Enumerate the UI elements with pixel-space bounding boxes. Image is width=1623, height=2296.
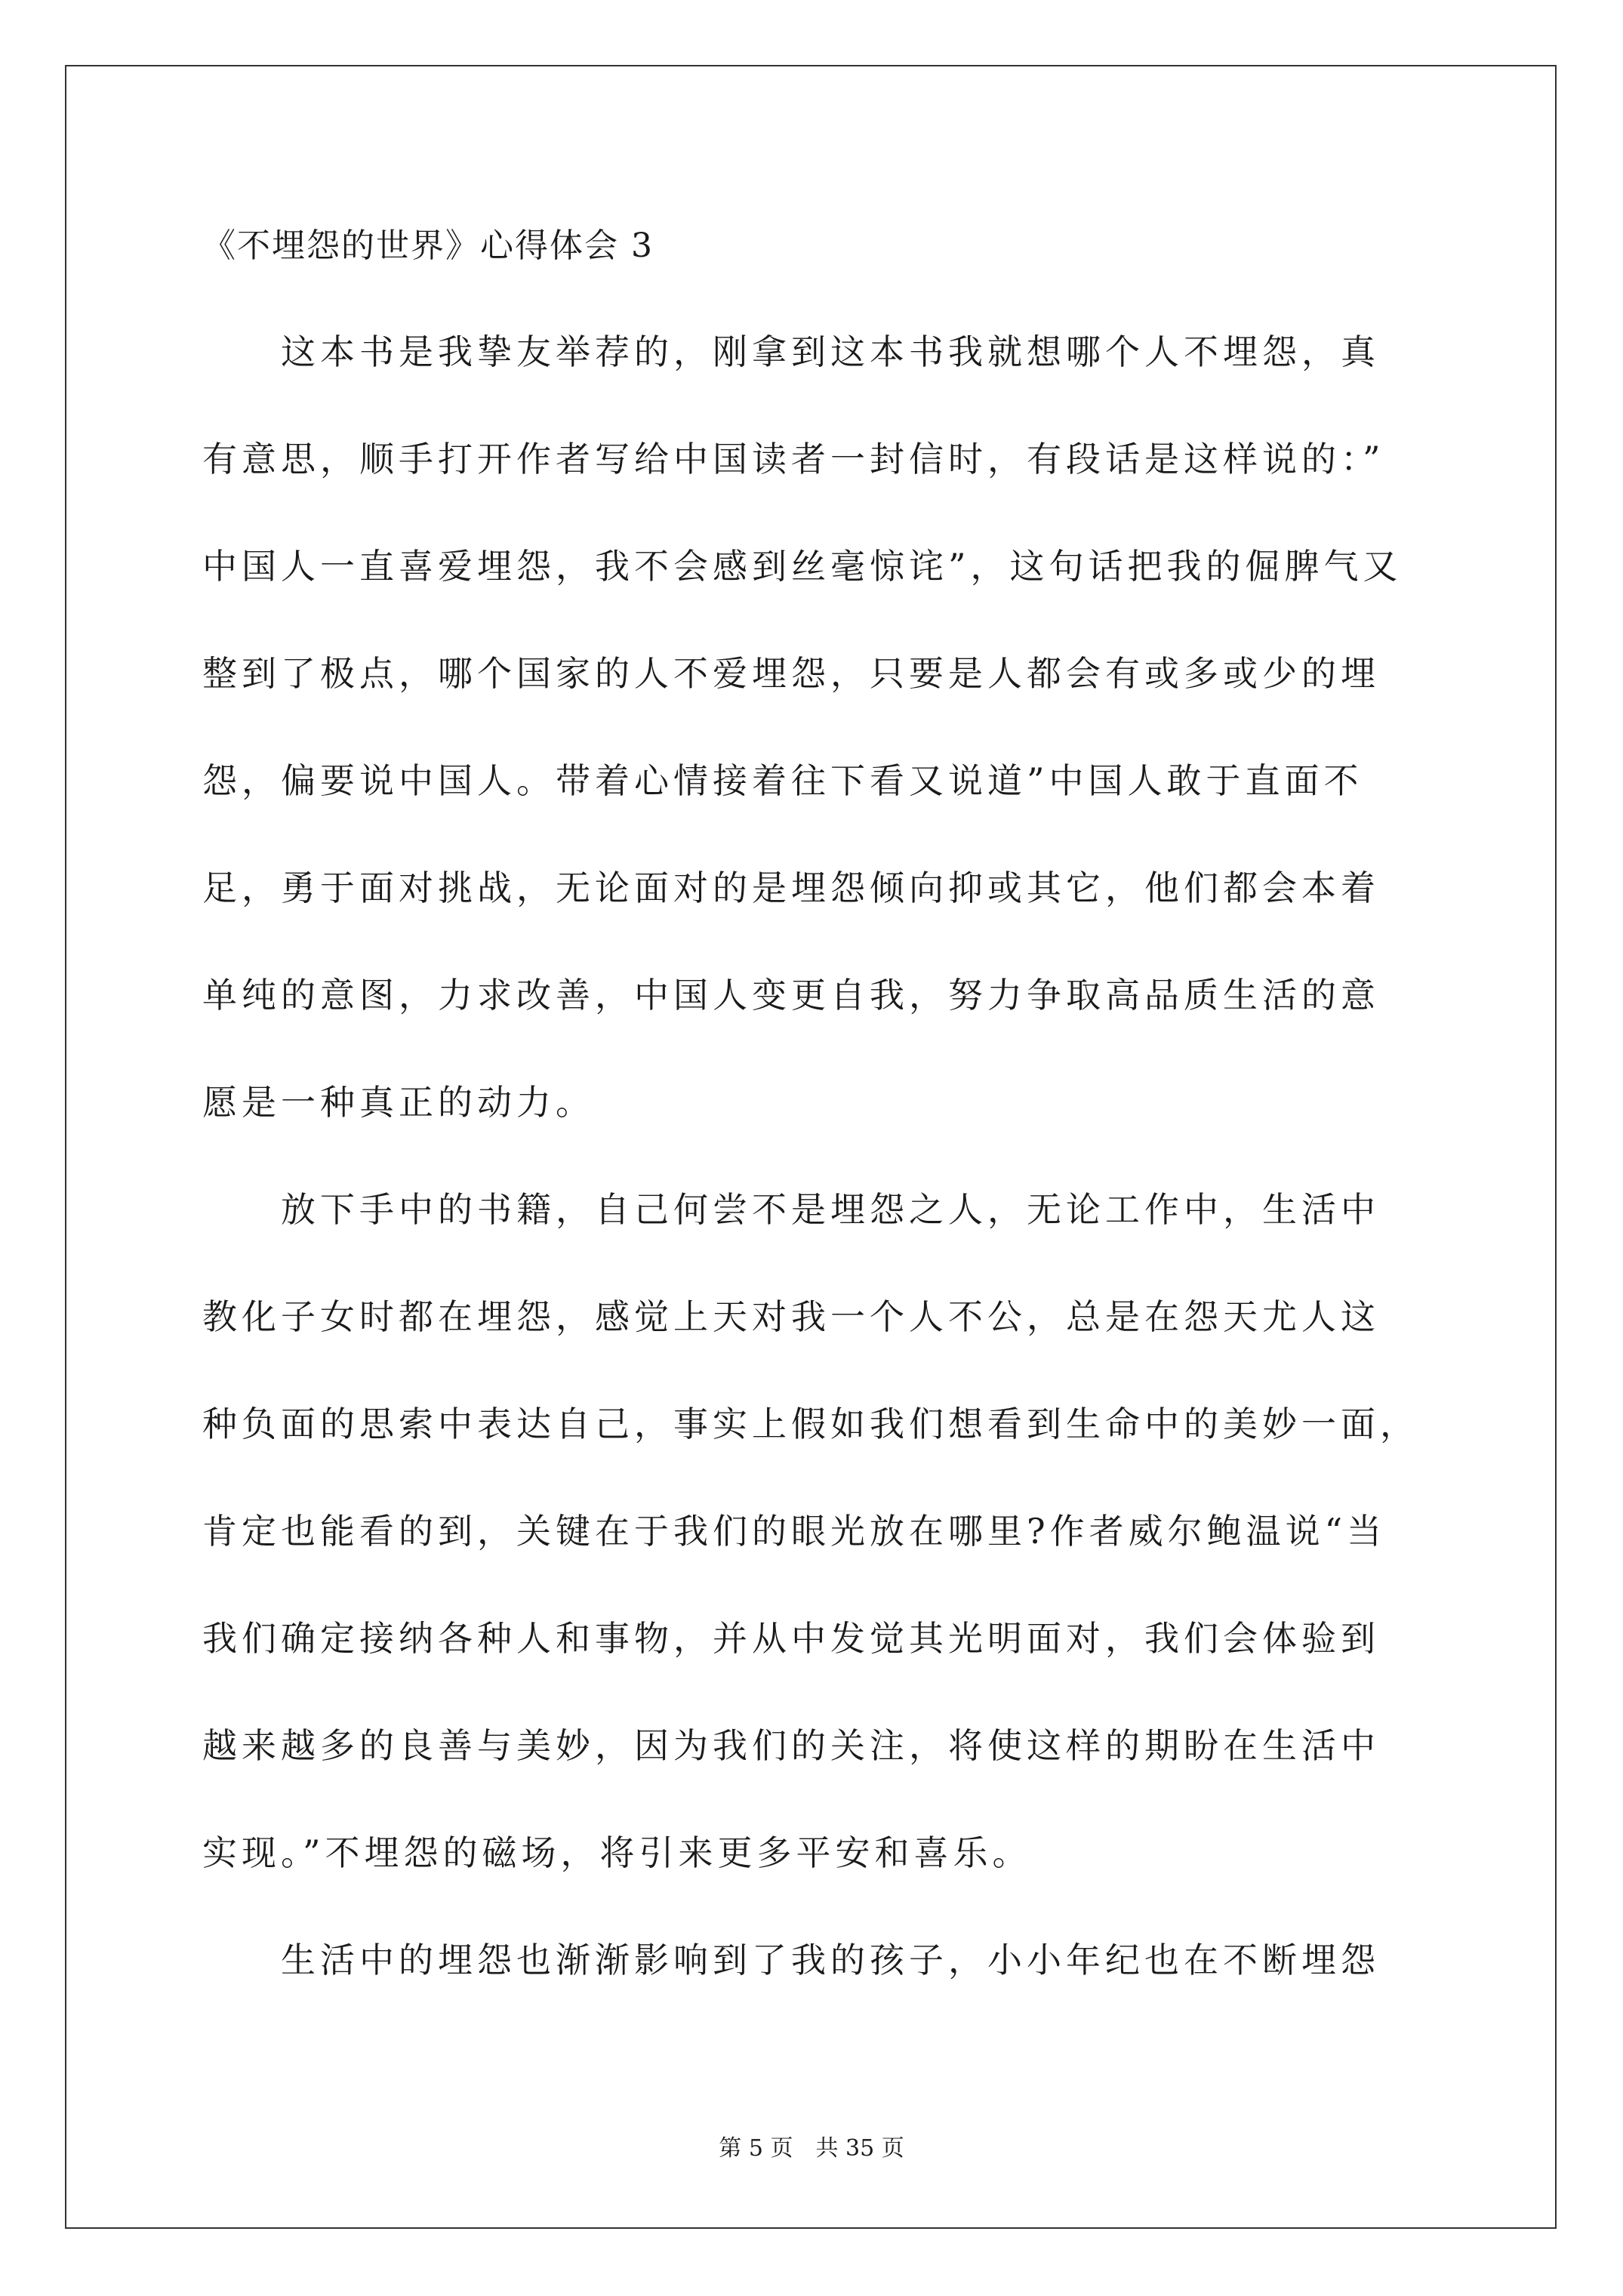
body-line-3: 中国人一直喜爱埋怨，我不会感到丝毫惊诧”，这句话把我的倔脾气又 (202, 546, 1403, 587)
body-line-6: 足，勇于面对挑战，无论面对的是埋怨倾向抑或其它，他们都会本着 (202, 868, 1380, 908)
body-line-12: 肯定也能看的到，关键在于我们的眼光放在哪里?作者威尔鲍温说“当 (202, 1511, 1387, 1552)
page-number-footer: 第 5 页 共 35 页 (719, 2135, 904, 2162)
document-title: 《不埋怨的世界》心得体会 3 (202, 227, 654, 265)
body-line-16: 生活中的埋怨也渐渐影响到了我的孩子，小小年纪也在不断埋怨 (202, 1940, 1380, 1980)
body-line-1: 这本书是我挚友举荐的，刚拿到这本书我就想哪个人不埋怨，真 (202, 331, 1380, 372)
body-line-15: 实现。”不埋怨的磁场，将引来更多平安和喜乐。 (202, 1832, 1032, 1873)
body-line-10: 教化子女时都在埋怨，感觉上天对我一个人不公，总是在怨天尤人这 (202, 1296, 1380, 1337)
body-line-5: 怨，偏要说中国人。带着心情接着往下看又说道”中国人敢于直面不 (202, 760, 1363, 801)
body-line-11: 种负面的思索中表达自己，事实上假如我们想看到生命中的美妙一面， (202, 1404, 1419, 1444)
page-border (65, 65, 1557, 2229)
body-line-7: 单纯的意图，力求改善，中国人变更自我，努力争取高品质生活的意 (202, 975, 1380, 1015)
body-line-8: 愿是一种真正的动力。 (202, 1082, 595, 1123)
body-line-14: 越来越多的良善与美妙，因为我们的关注，将使这样的期盼在生活中 (202, 1725, 1380, 1766)
body-line-13: 我们确定接纳各种人和事物，并从中发觉其光明面对，我们会体验到 (202, 1618, 1380, 1659)
body-line-9: 放下手中的书籍，自己何尝不是埋怨之人，无论工作中，生活中 (202, 1189, 1380, 1230)
body-line-2: 有意思，顺手打开作者写给中国读者一封信时，有段话是这样说的：” (202, 439, 1385, 479)
body-line-4: 整到了极点，哪个国家的人不爱埋怨，只要是人都会有或多或少的埋 (202, 653, 1380, 694)
